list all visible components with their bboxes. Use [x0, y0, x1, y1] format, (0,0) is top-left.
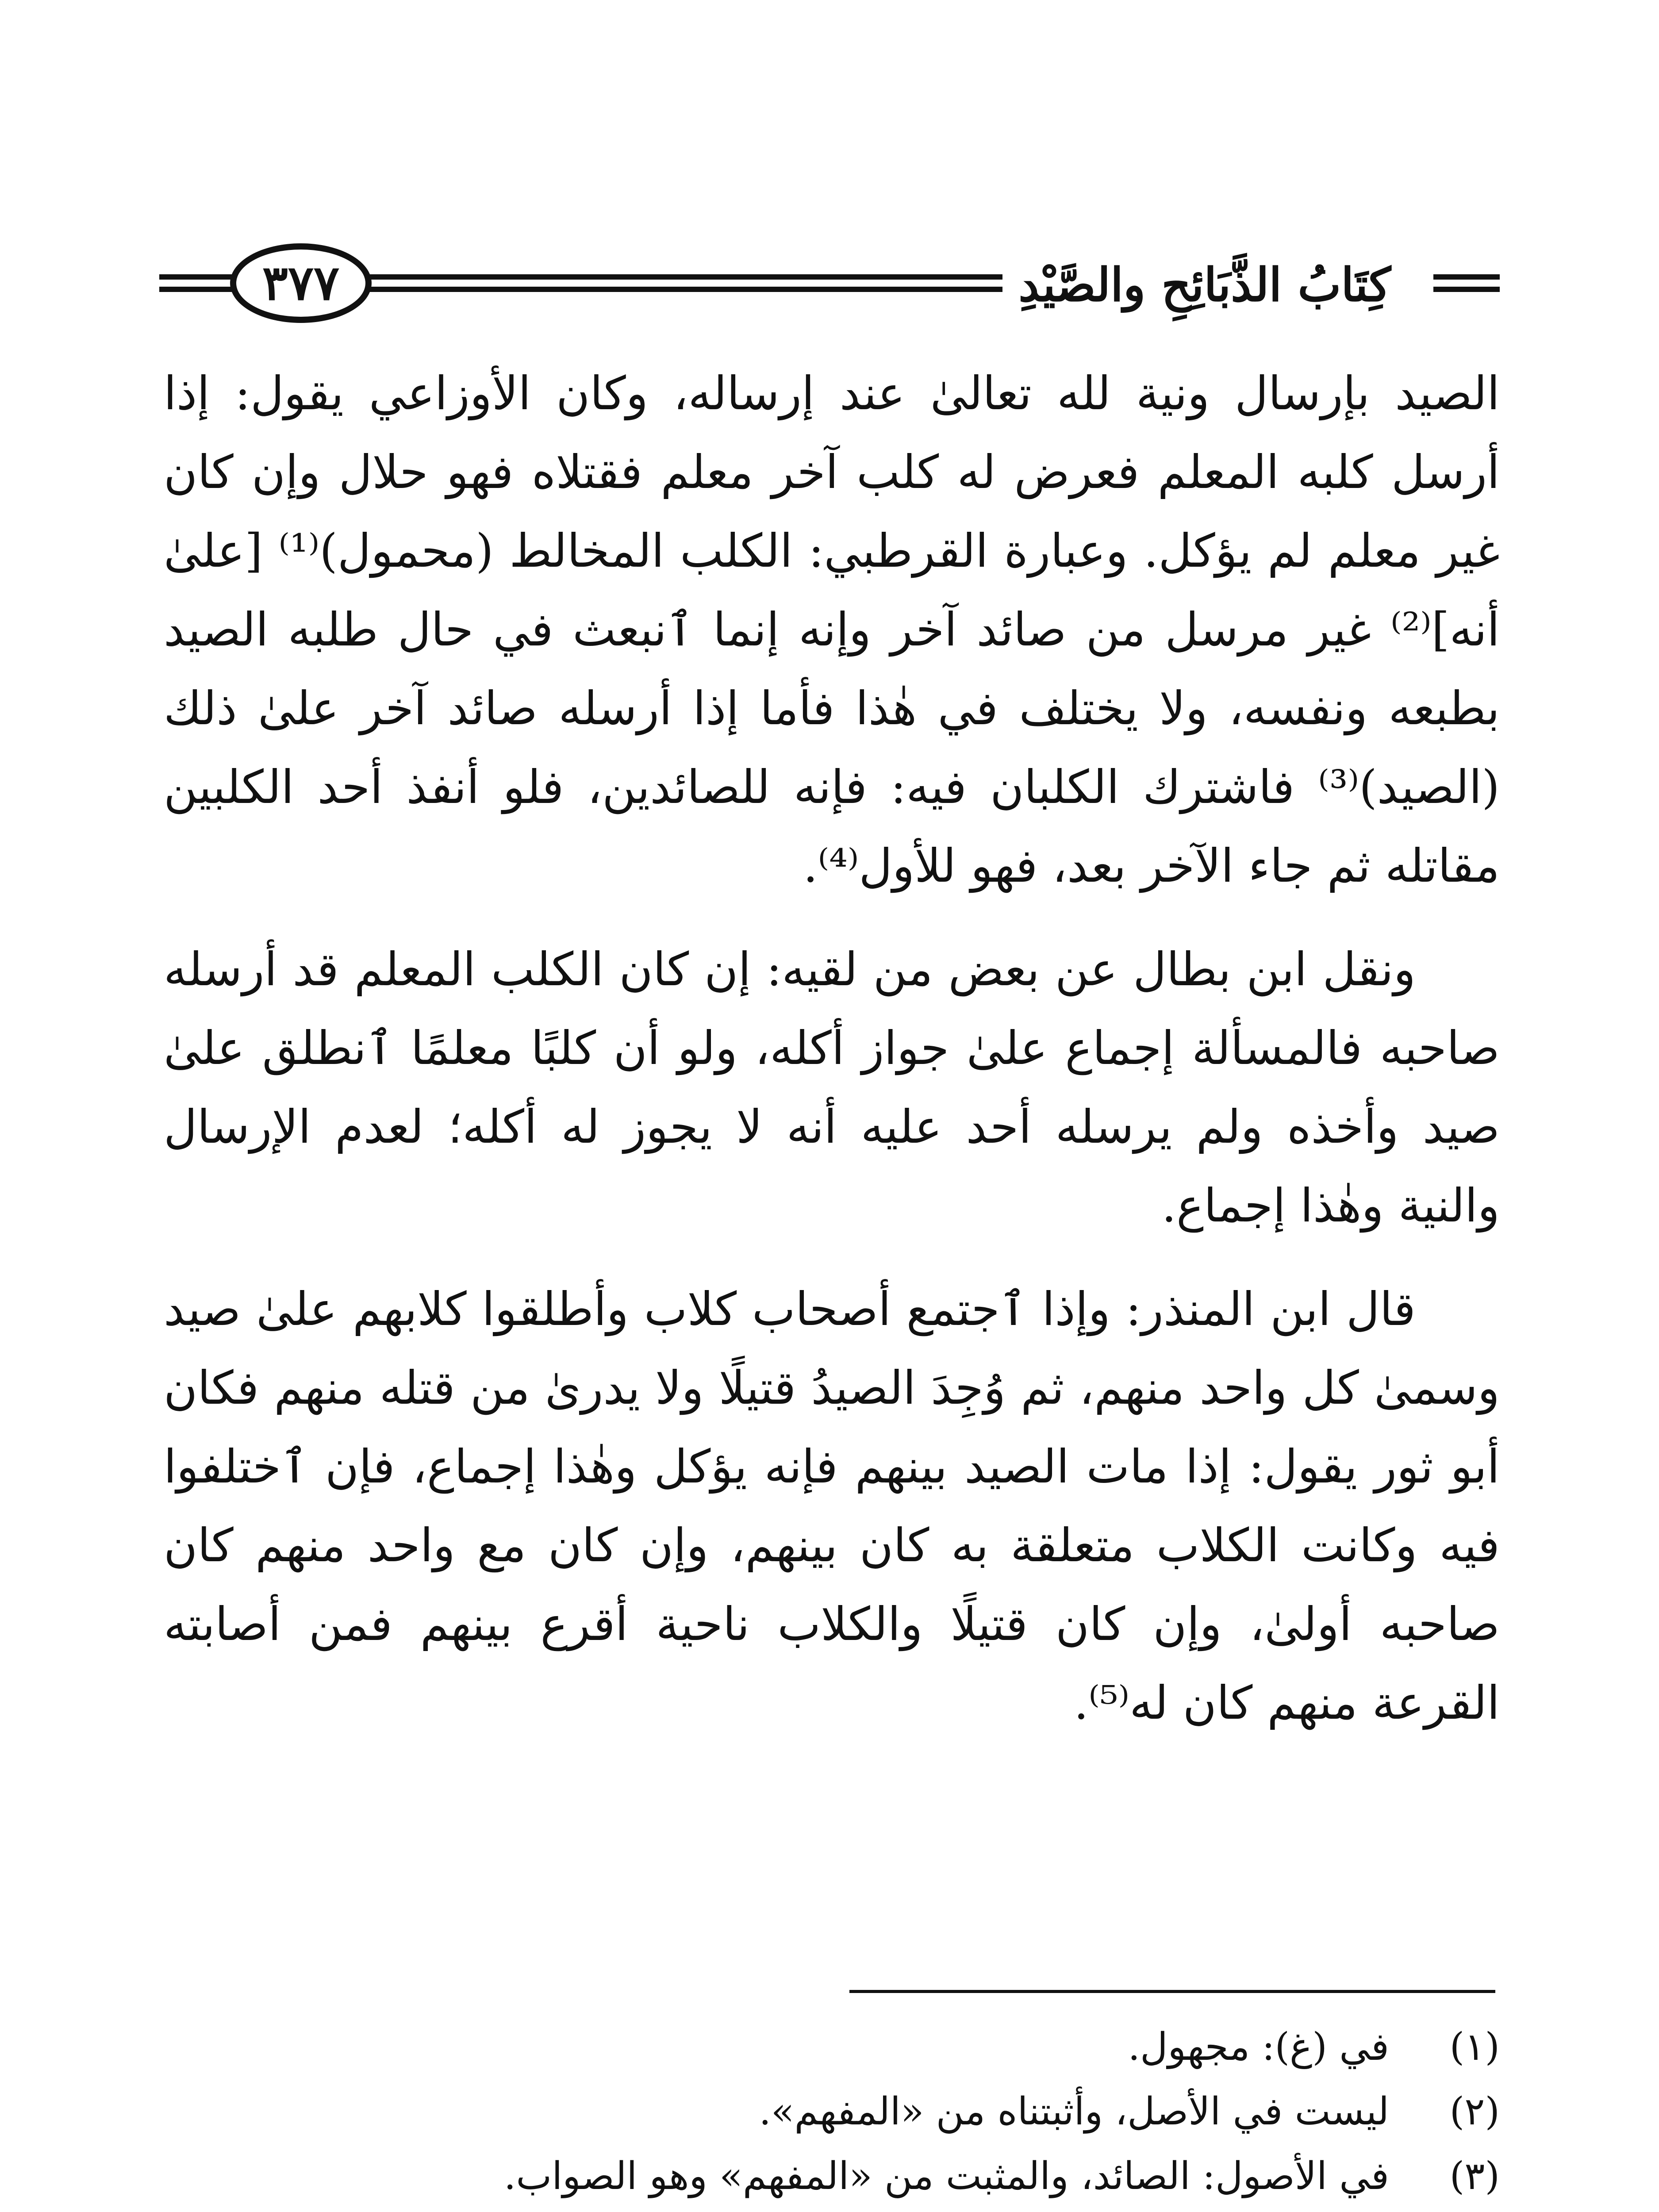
- header-rule-right-top: [1433, 274, 1500, 280]
- footnote-text: ليست في الأصل، وأثبتناه من «المفهم».: [759, 2089, 1389, 2134]
- paragraph-3: قال ابن المنذر: وإذا ٱجتمع أصحاب كلاب وأطلقوا كلابهم علىٰ صيد وسمىٰ كل واحد منهم، ثم وُجِدَ الصيدُ قتيلًا ولا يدرىٰ من قتله منهم فكان أبو ثور يقول: إذا مات الصيد بينهم فإنه يؤكل وهٰذا إجماع، فإن ٱختلفوا فيه وكانت الكلاب متعلقة به كان بينهم، وإن كان مع واحد منهم كان صاحبه أولىٰ، وإن كان قتيلًا والكلاب ناحية أقرع بينهم فمن أصابته القرعة منهم كان له⁽⁵⁾.: [164, 1282, 1500, 1730]
- footnote-2: [164, 2082, 1500, 2141]
- footnote-number: (٢): [1449, 2089, 1500, 2134]
- footnote-3: [164, 2147, 1500, 2206]
- footnote-text: في (غ): مجهول.: [1128, 2025, 1389, 2069]
- footnote-separator: [849, 1990, 1495, 1993]
- page-number-badge: [230, 243, 372, 323]
- page-header: [159, 239, 1500, 327]
- page-number: ٣٧٧: [262, 255, 340, 311]
- paragraph-2: ونقل ابن بطال عن بعض من لقيه: إن كان الكلب المعلم قد أرسله صاحبه فالمسألة إجماع علىٰ جواز أكله، ولو أن كلبًا معلمًا ٱنطلق علىٰ صيد وأخذه ولم يرسله أحد عليه أنه لا يجوز له أكله؛ لعدم الإرسال والنية وهٰذا إجماع.: [164, 942, 1500, 1233]
- header-rule-right-bottom: [1433, 287, 1500, 292]
- footnote-number: (٣): [1449, 2154, 1500, 2198]
- footnote-number: (١): [1449, 2025, 1500, 2069]
- footnote-text: في الأصول: الصائد، والمثبت من «المفهم» وهو الصواب.: [504, 2154, 1389, 2198]
- footnote-1: [164, 2017, 1500, 2077]
- book-title: كِتَابُ الذَّبَائِحِ والصَّيْدِ: [1002, 257, 1407, 312]
- footnotes: [164, 2017, 1500, 2212]
- paragraph-1: الصيد بإرسال ونية لله تعالىٰ عند إرساله، وكان الأوزاعي يقول: إذا أرسل كلبه المعلم فعرض له كلب آخر معلم فقتلاه فهو حلال وإن كان غير معلم لم يؤكل. وعبارة القرطبي: الكلب المخالط (محمول)⁽¹⁾ [علىٰ أنه]⁽²⁾ غير مرسل من صائد آخر وإنه إنما ٱنبعث في حال طلبه الصيد بطبعه ونفسه، ولا يختلف في هٰذا فأما إذا أرسله صائد آخر علىٰ ذلك (الصيد)⁽³⁾ فاشترك الكلبان فيه: فإنه للصائدين، فلو أنفذ أحد الكلبين مقاتله ثم جاء الآخر بعد، فهو للأول⁽⁴⁾.: [164, 366, 1500, 893]
- main-text: [164, 354, 1500, 1767]
